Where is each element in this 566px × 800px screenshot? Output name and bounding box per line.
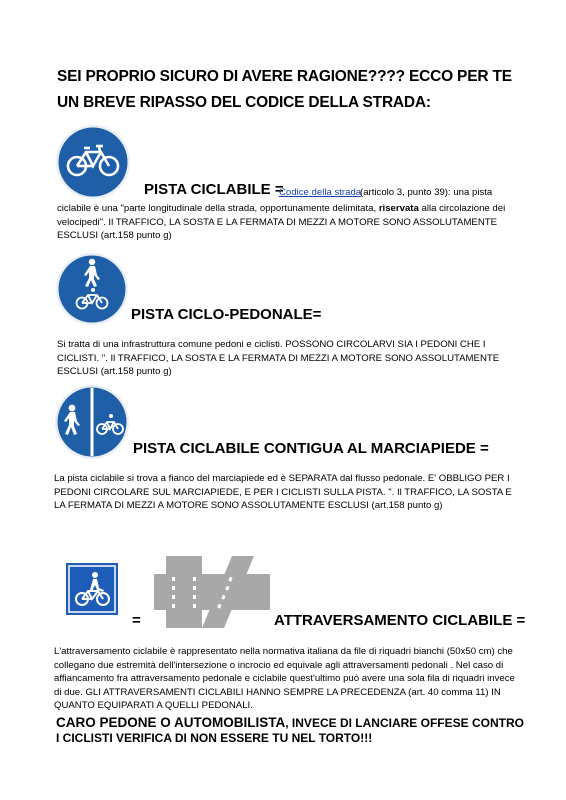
section-text: Si tratta di una infrastruttura comune pedoni e ciclisti. POSSONO CIRCOLARVI SIA I PEDONI CHE I CICLISTI. ". Il TRAFFICO, LA SOSTA E LA FERMATA DI MEZZI A MOTORE SONO ASSOLUTAMENTE ESCLUSI (art.158 punto g) xyxy=(57,339,500,377)
closing-message: CARO PEDONE O AUTOMOBILISTA, INVECE DI LANCIARE OFFESE CONTRO I CICLISTI VERIFICA DI NON ESSERE TU NEL TORTO!!! xyxy=(56,715,524,745)
section-text-line1: (articolo 3, punto 39): una pista xyxy=(360,187,493,198)
bicycle-sign-icon xyxy=(55,124,131,200)
section-heading: PISTA CICLO-PEDONALE= xyxy=(131,306,322,323)
section-text: La pista ciclabile si trova a fianco del marciapiede ed è SEPARATA dal flusso pedonale. E' OBBLIGO PER I PEDONI CIRCOLARE SUL MARCIAPIEDE, E PER I CICLISTI SULLA PISTA. ". Il TRAFFICO, LA SOSTA E LA FERMATA DI MEZZI A MOTORE SONO ASSOLUTAMENTE ESCLUSI (art.158 punto g) xyxy=(54,473,512,511)
codice-strada-link[interactable]: Codice della strada xyxy=(279,187,362,198)
page-title: SEI PROPRIO SICURO DI AVERE RAGIONE???? ECCO PER TE UN BREVE RIPASSO DEL CODICE DELLA STRADA: xyxy=(57,68,512,111)
section-text: L'attraversamento ciclabile è rappresentato nella normativa italiana da file di riquadri bianchi (50x50 cm) che collegano due estremità dell'intersezione o incrocio ed equivale agli attraversamenti pedonali . Nel caso di affiancamento fra attraversamento pedonale e ciclabile quest'ultimo può avere una sola fila di riquadri invece di due. GLI ATTRAVERSAMENTI CICLABILI HANNO SEMPRE LA PRECEDENZA (art. 40 comma 11) IN QUANTO EQUIPARATI A QUELLI PEDONALI. xyxy=(54,646,515,711)
section-text: ciclabile è una "parte longitudinale della strada, opportunamente delimitata, riservata alla circolazione dei velocipedi". Il TRAFFICO, LA SOSTA E LA FERMATA DI MEZZI A MOTORE SONO ASSOLUTAMENTE ESCLUSI (art.158 punto g) xyxy=(57,203,506,241)
crossing-road-marking-image xyxy=(154,556,270,628)
pedestrian-bicycle-sign-icon xyxy=(55,252,129,326)
section-heading: PISTA CICLABILE = xyxy=(144,181,284,198)
equals-sign: = xyxy=(132,612,141,629)
section-heading: PISTA CICLABILE CONTIGUA AL MARCIAPIEDE = xyxy=(133,440,489,457)
divided-path-sign-icon xyxy=(54,384,130,460)
section-heading: ATTRAVERSAMENTO CICLABILE = xyxy=(274,612,526,629)
bicycle-crossing-sign-icon xyxy=(66,563,118,615)
